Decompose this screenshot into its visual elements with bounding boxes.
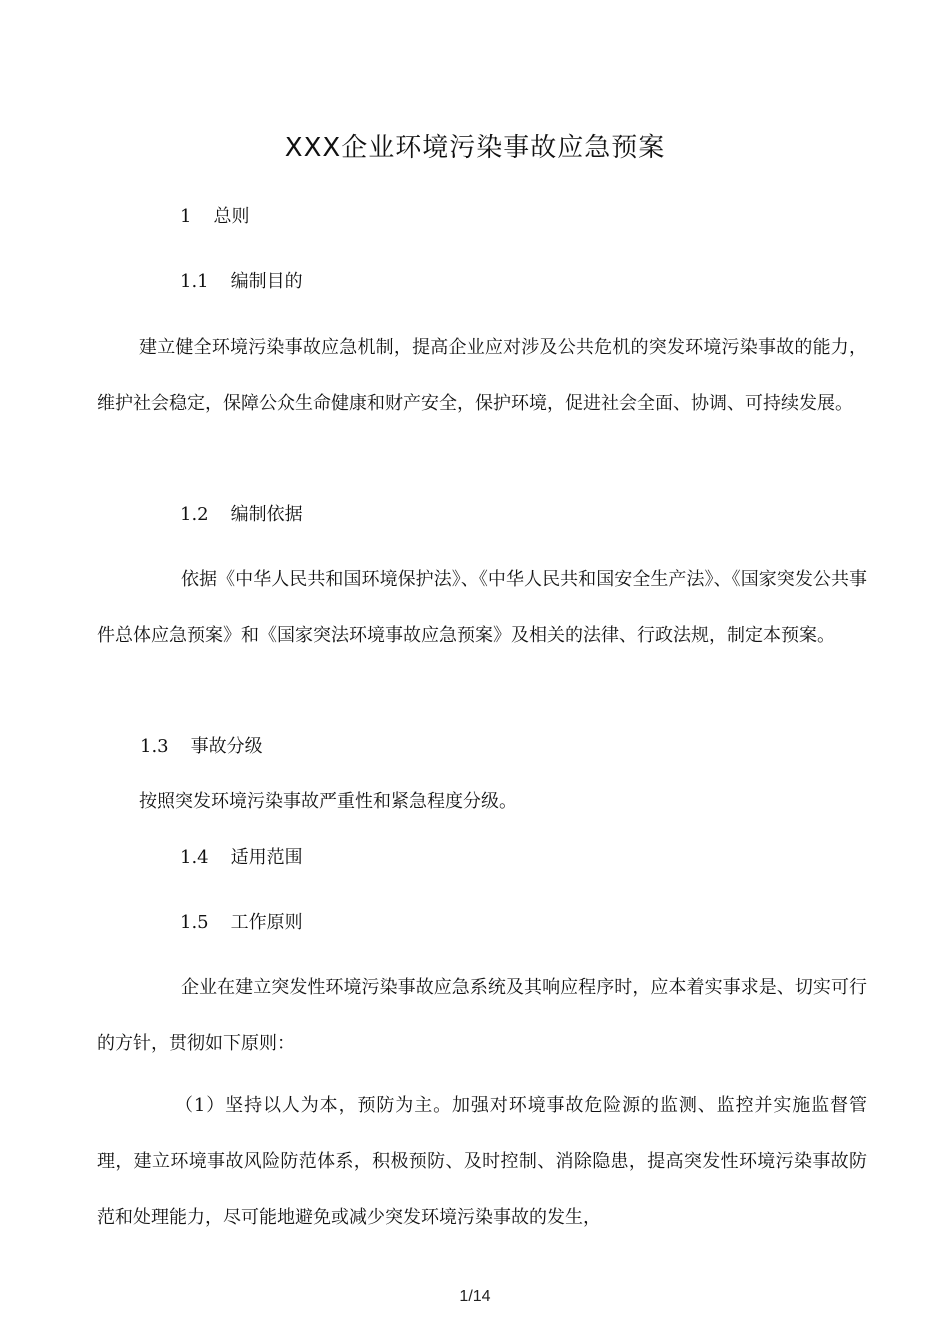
section-label: 总则 [213, 206, 250, 227]
section-label: 工作原则 [230, 912, 303, 933]
document-title: XXX企业环境污染事故应急预案 [284, 133, 666, 163]
paragraph-principles: 企业在建立突发性环境污染事故应急系统及其响应程序时，应本着实事求是、切实可行的方针，贯彻如下原则： [97, 977, 867, 1054]
paragraph-classification: 按照突发环境污染事故严重性和紧急程度分级。 [139, 791, 517, 812]
section-heading-1-5 [180, 910, 303, 936]
section-number: 1 [180, 206, 192, 227]
section-label: 编制依据 [230, 504, 303, 525]
section-number: 1.2 [180, 504, 209, 525]
section-heading-1-2 [180, 502, 303, 528]
paragraph-principle-1: （1）坚持以人为本，预防为主。加强对环境事故危险源的监测、监控并实施监督管理，建立环境事故风险防范体系，积极预防、及时控制、消除隐患，提高突发性环境污染事故防范和处理能力，尽可能地避免或减少突发环境污染事故的发生， [97, 1095, 867, 1228]
section-label: 编制目的 [230, 271, 303, 292]
paragraph-basis: 依据《中华人民共和国环境保护法》、《中华人民共和国安全生产法》、《国家突发公共事件总体应急预案》和《国家突法环境事故应急预案》及相关的法律、行政法规，制定本预案。 [97, 569, 867, 646]
section-number: 1.5 [180, 912, 209, 933]
section-number: 1.1 [180, 271, 209, 292]
section-label: 适用范围 [230, 847, 303, 868]
page-number: 1/14 [459, 1288, 491, 1305]
section-heading-1-1 [180, 269, 303, 295]
paragraph-purpose: 建立健全环境污染事故应急机制，提高企业应对涉及公共危机的突发环境污染事故的能力，维护社会稳定，保障公众生命健康和财产安全，保护环境，促进社会全面、协调、可持续发展。 [97, 337, 867, 414]
section-number: 1.4 [180, 847, 209, 868]
section-number: 1.3 [140, 736, 169, 757]
section-heading-1 [180, 204, 249, 230]
section-label: 事故分级 [190, 736, 263, 757]
section-heading-1-3 [140, 734, 263, 760]
section-heading-1-4 [180, 845, 303, 871]
